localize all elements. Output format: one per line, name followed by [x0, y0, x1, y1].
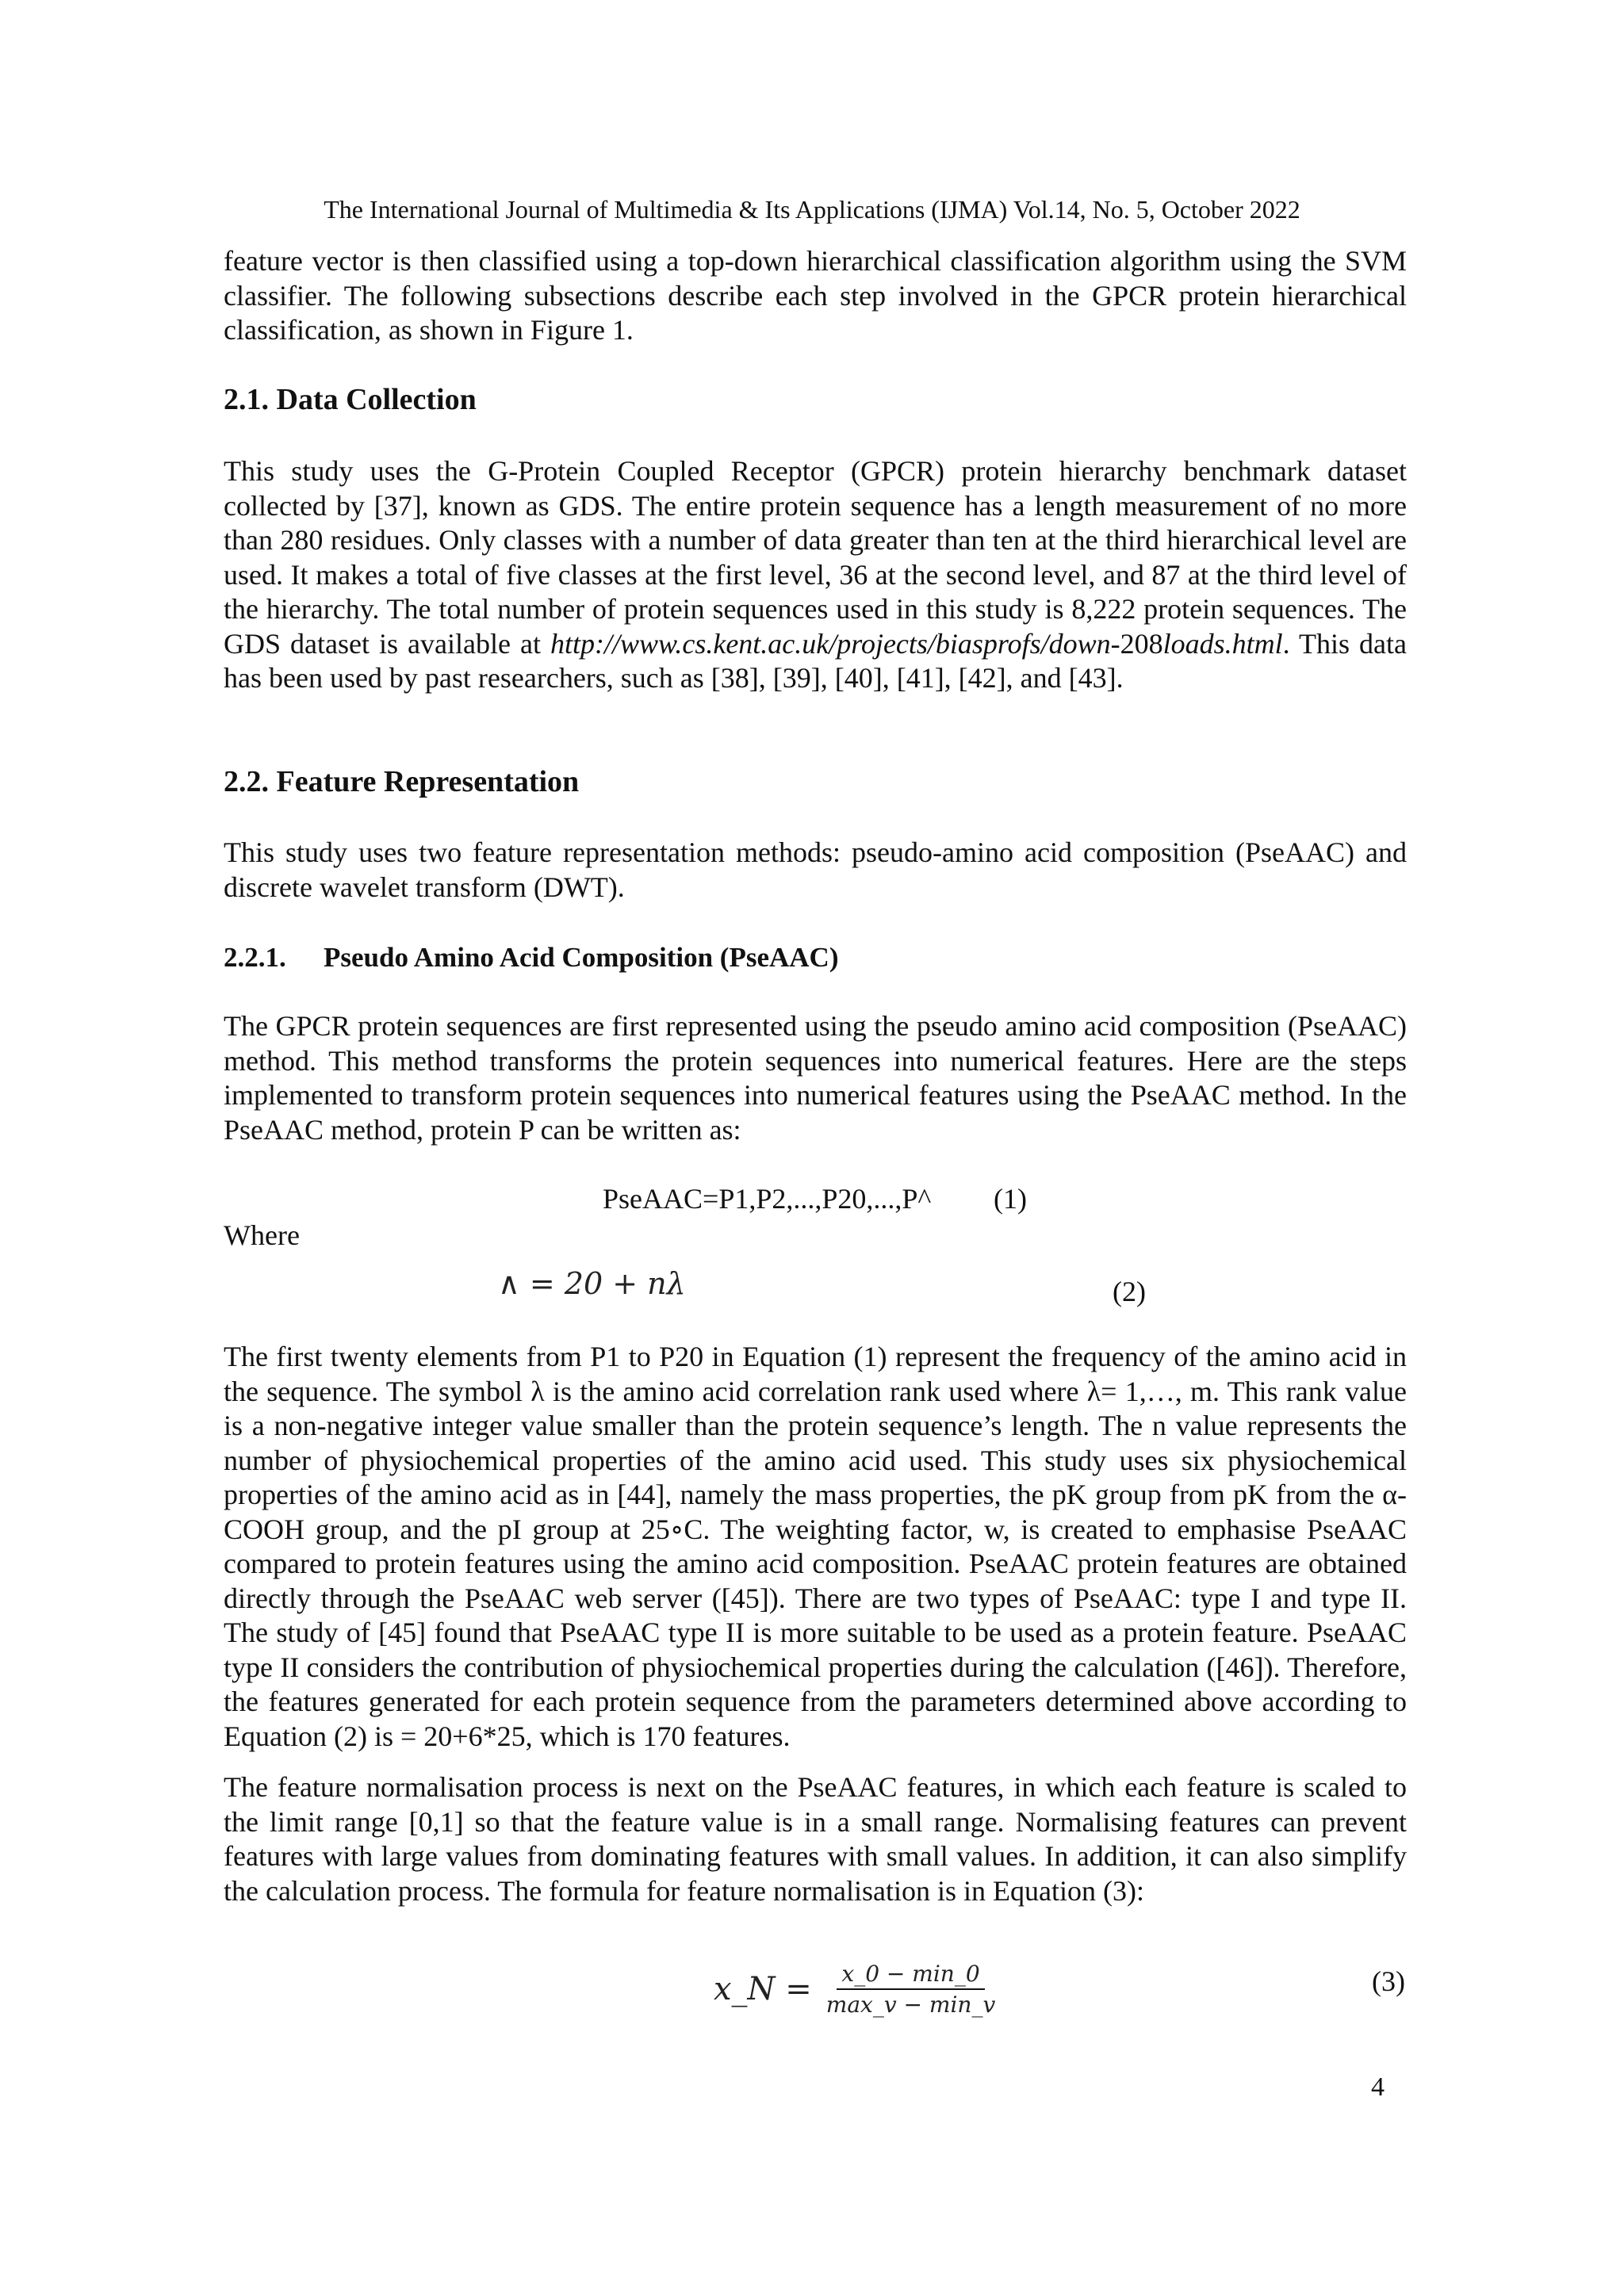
data-collection-block: [224, 454, 1407, 696]
equation-3-lhs: x_N =: [714, 1971, 812, 2007]
dataset-link-part1[interactable]: http://www.cs.kent.ac.uk/projects/biasprofs/down-: [550, 627, 1120, 660]
pseaac-intro-block: [224, 1009, 1407, 1147]
where-label: Where: [224, 1219, 300, 1251]
equation-3-denominator: max_v − min_v: [825, 1992, 996, 2018]
equation-1-number: (1): [994, 1183, 1027, 1215]
equation-3-number: (3): [1372, 1965, 1405, 1997]
equation-2: ∧ = 20 + nλ: [498, 1266, 686, 1301]
subsection-heading-pseaac: [224, 942, 838, 974]
equation-3-fraction: [822, 1961, 1000, 2018]
feature-representation-block: [224, 836, 1407, 905]
section-heading-data-collection: 2.1. Data Collection: [224, 383, 477, 416]
intro-paragraph: feature vector is then classified using a top-down hierarchical classification algorithm using the SVM classifier. The following subsections describe each step involved in the GPCR protein hierarchical classification, as shown in Figure 1.: [224, 245, 1407, 346]
pseaac-paragraph-1: The GPCR protein sequences are first represented using the pseudo amino acid composition (PseAAC) method. This method transforms the protein sequences into numerical features. Here are the steps implemented to transform protein sequences into numerical features using the PseAAC method. In the PseAAC method, protein P can be written as:: [224, 1010, 1407, 1146]
feature-representation-paragraph: This study uses two feature representation methods: pseudo-amino acid composition (PseAAC) and discrete wavelet transform (DWT).: [224, 836, 1407, 903]
normalisation-block: [224, 1770, 1407, 1908]
equation-2-number: (2): [1113, 1276, 1146, 1307]
pseaac-paragraph-3: The feature normalisation process is next on the PseAAC features, in which each feature is scaled to the limit range [0,1] so that the feature value is in a small range. Normalising features can prevent features with large values from dominating features with small values. In addition, it can also simplify the calculation process. The formula for feature normalisation is in Equation (3):: [224, 1771, 1407, 1907]
data-collection-text: This study uses the G-Protein Coupled Receptor (GPCR) protein hierarchy benchmark dataset collected by [37], known as GDS. The entire protein sequence has a length measurement of no more than 280 residues. Only classes with a number of data greater than ten at the third hierarchical level are used. It makes a total of five classes at the first level, 36 at the second level, and 87 at the third level of the hierarchy. The total number of protein sequences used in this study is 8,222 protein sequences. The GDS dataset is available at: [224, 455, 1407, 660]
page-number: 4: [1371, 2072, 1385, 2102]
pseaac-detail-block: [224, 1340, 1407, 1754]
section-heading-feature-representation: 2.2. Feature Representation: [224, 765, 580, 798]
subsection-number: 2.2.1.: [224, 942, 286, 973]
intro-block: [224, 244, 1407, 348]
equation-1: PseAAC=P1,P2,...,P20,...,P^: [603, 1183, 932, 1215]
line-number-artifact: 208: [1120, 627, 1163, 660]
running-header: The International Journal of Multimedia & Its Applications (IJMA) Vol.14, No. 5, October 2022: [324, 195, 1300, 224]
dataset-link-part2[interactable]: loads.html: [1162, 627, 1283, 660]
data-collection-paragraph: [224, 454, 1407, 696]
subsection-title: Pseudo Amino Acid Composition (PseAAC): [324, 942, 839, 973]
equation-3-numerator: x_0 − min_0: [837, 1961, 984, 1990]
pseaac-paragraph-2: The first twenty elements from P1 to P20 in Equation (1) represent the frequency of the amino acid in the sequence. The symbol λ is the amino acid correlation rank used where λ= 1,…, m. This rank value is a non-negative integer value smaller than the protein sequence’s length. The n value represents the number of physiochemical properties of the amino acid used. This study uses six physiochemical properties of the amino acid as in [44], namely the mass properties, the pK group from pK from the α-COOH group, and the pI group at 25∘C. The weighting factor, w, is created to emphasise PseAAC compared to protein features using the amino acid composition. PseAAC protein features are obtained directly through the PseAAC web server ([45]). There are two types of PseAAC: type I and type II. The study of [45] found that PseAAC type II is more suitable to be used as a protein feature. PseAAC type II considers the contribution of physiochemical properties during the calculation ([46]). Therefore, the features generated for each protein sequence from the parameters determined above according to Equation (2) is = 20+6*25, which is 170 features.: [224, 1341, 1407, 1752]
data-collection-text-end: . This data has been used by past researchers, such as [38], [39], [40], [41], [42], and [43].: [224, 627, 1407, 694]
equation-3: [714, 1961, 1000, 2018]
